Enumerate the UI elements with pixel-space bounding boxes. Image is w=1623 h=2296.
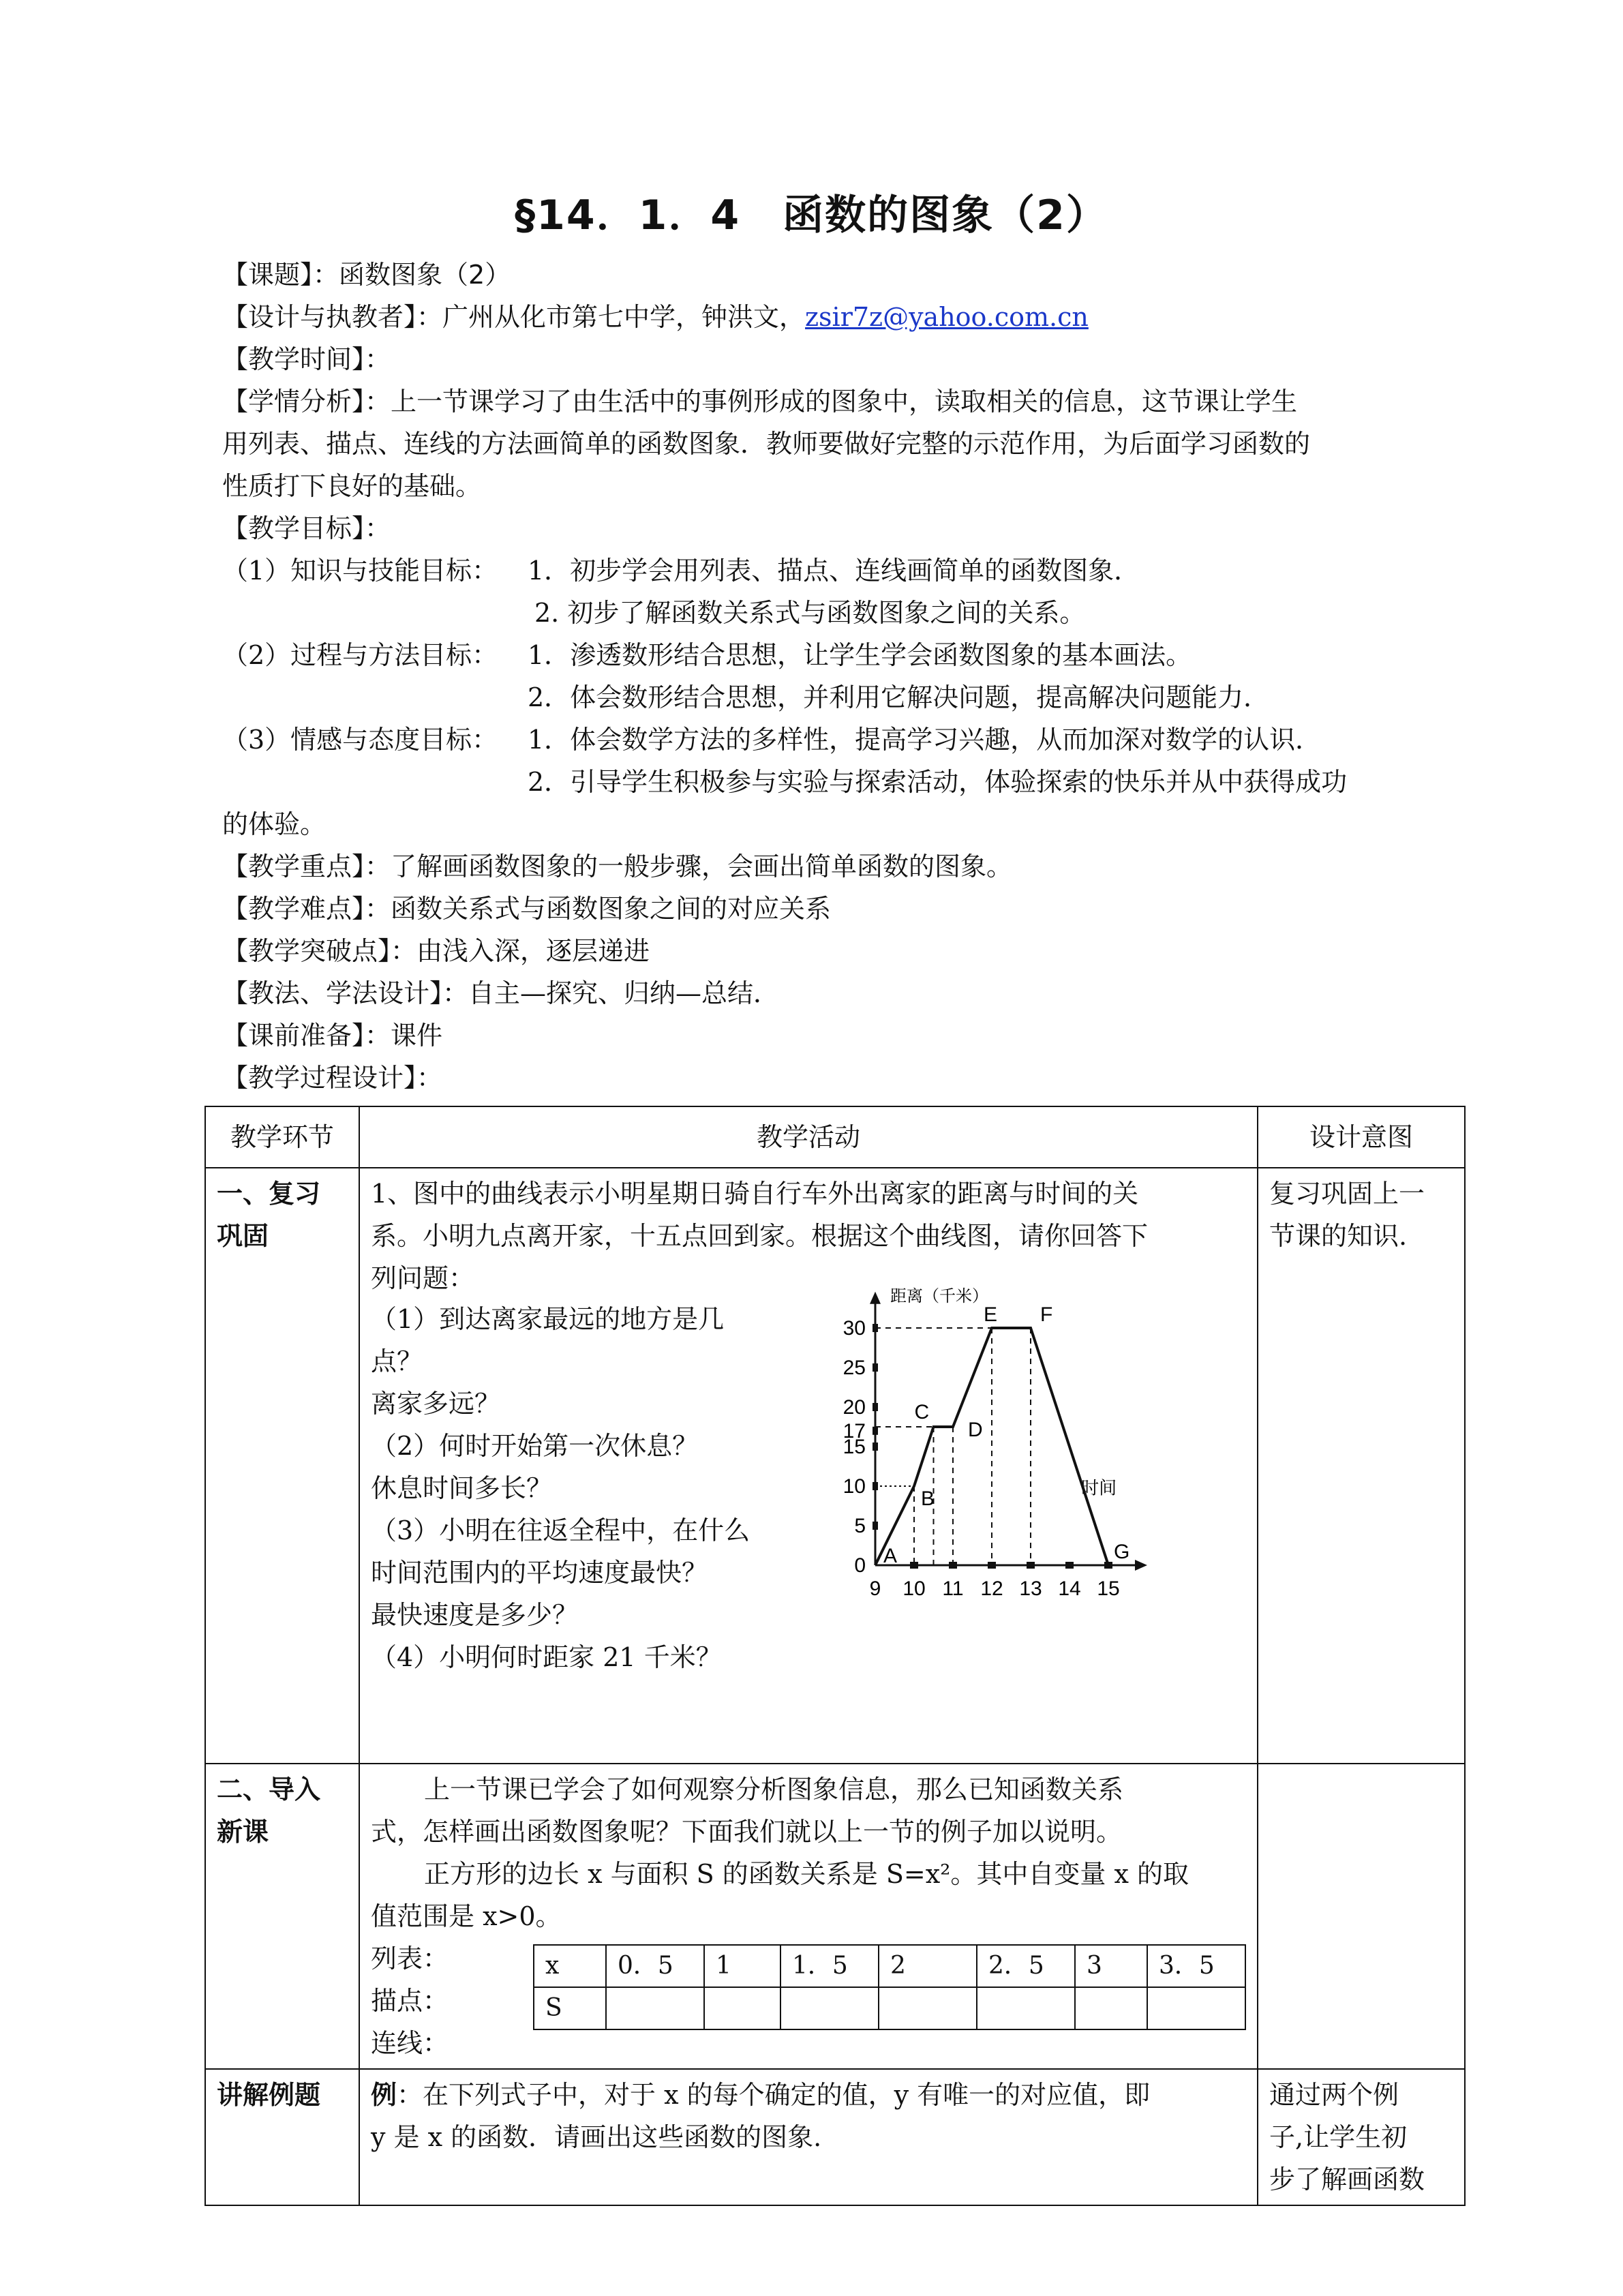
objective-3-1: 1．体会数学方法的多样性，提高学习兴趣，从而加深对数学的认识．: [528, 725, 1322, 755]
header-activity: 教学活动: [359, 1106, 1258, 1168]
stage-cell: [205, 2069, 359, 2205]
objective-3-2: 2．引导学生积极参与实验与探索活动，体验探索的快乐并从中获得成功: [528, 767, 1348, 797]
intent-line: 通过两个例: [1269, 2080, 1399, 2110]
field-label: 【教学难点】：: [222, 894, 391, 924]
analysis-line-3: 性质打下良好的基础。: [222, 471, 482, 501]
process-table: [204, 1106, 1466, 2206]
y-tick-mark: [873, 1522, 878, 1530]
field-breakthrough: [222, 930, 650, 972]
header-stage: 教学环节: [205, 1106, 359, 1168]
page-title: §14．1．4 函数的图象（2）: [515, 192, 1108, 239]
y-axis-label: 距离（千米）: [890, 1286, 988, 1305]
x-tick-label: 11: [942, 1577, 964, 1600]
example-line: y 是 x 的函数．请画出这些函数的图象.: [371, 2122, 822, 2152]
intent-line: 节课的知识.: [1269, 1221, 1408, 1251]
field-value: 自主—探究、归纳—总结．: [468, 978, 780, 1008]
question-line: （2）何时开始第一次休息？: [371, 1431, 699, 1461]
point-label-D: D: [968, 1419, 983, 1441]
objective-2-2: 2．体会数形结合思想，并利用它解决问题，提高解决问题能力．: [528, 682, 1270, 712]
question-line: （4）小明何时距家 21 千米？: [371, 1642, 722, 1672]
table-row-review: [205, 1168, 1465, 1764]
field-value: 课件: [391, 1021, 443, 1051]
s-value-cell[interactable]: [977, 1987, 1075, 2029]
s-value-cell[interactable]: [606, 1987, 704, 2029]
intent-line: 复习巩固上一: [1269, 1179, 1425, 1209]
intent-line: 子,让学生初: [1269, 2122, 1408, 2152]
header-intent: 设计意图: [1258, 1106, 1465, 1168]
x-tick-label: 10: [902, 1577, 926, 1600]
field-preparation: [222, 1014, 442, 1057]
objective-1-1: 1．初步学会用列表、描点、连线画简单的函数图象．: [528, 556, 1140, 586]
analysis-line-2: 用列表、描点、连线的方法画简单的函数图象．教师要做好完整的示范作用，为后面学习函数的: [222, 429, 1311, 459]
x-value-cell: 2: [879, 1945, 977, 1987]
x-tick-label: 14: [1058, 1577, 1081, 1600]
field-label: 【课前准备】：: [222, 1021, 391, 1051]
table-row-example: [205, 2069, 1465, 2205]
point-label-B: B: [921, 1487, 935, 1510]
x-label-cell: x: [534, 1945, 606, 1987]
s-value-cell[interactable]: [879, 1987, 977, 2029]
y-tick-mark: [873, 1403, 878, 1411]
field-process: 【教学过程设计】：: [222, 1063, 443, 1093]
x-tick-label: 15: [1097, 1577, 1120, 1600]
question-line: 离家多远？: [371, 1389, 501, 1419]
email-link[interactable]: zsir7z@yahoo.com.cn: [805, 302, 1089, 332]
question-line: （3）小明在往返全程中，在什么: [371, 1515, 750, 1545]
table-row-intro: [205, 1764, 1465, 2069]
activity-cell: [359, 1168, 1258, 1764]
stage-line: 巩固: [217, 1221, 269, 1251]
x-value-cell: 2．5: [977, 1945, 1075, 1987]
intent-line: 步了解画函数: [1269, 2164, 1425, 2194]
question-line: 时间范围内的平均速度最快？: [371, 1558, 708, 1588]
designer-label: 【设计与执教者】：: [222, 302, 443, 332]
y-tick-label: 30: [843, 1317, 866, 1340]
topic-label: 【课题】：: [222, 260, 339, 290]
intent-cell: [1258, 2069, 1465, 2205]
value-table: [533, 1944, 1246, 2030]
table-header-row: [205, 1106, 1465, 1168]
question-list: [371, 1298, 821, 1678]
intro-line: 系。小明九点离开家，十五点回到家。根据这个曲线图，请你回答下: [371, 1221, 1149, 1251]
question-line: 最快速度是多少？: [371, 1600, 579, 1630]
x-value-cell: 3: [1075, 1945, 1147, 1987]
stage-line: 二、导入: [217, 1774, 321, 1804]
field-method: [222, 972, 779, 1014]
point-label-G: G: [1114, 1541, 1130, 1563]
field-label: 【教学突破点】：: [222, 936, 417, 966]
x-tick-label: 13: [1019, 1577, 1042, 1600]
objective-2-1: 1．渗透数形结合思想，让学生学会函数图象的基本画法。: [528, 640, 1192, 670]
field-value: 了解画函数图象的一般步骤，会画出简单函数的图象。: [391, 851, 1013, 881]
field-value: 函数关系式与函数图象之间的对应关系: [391, 894, 832, 924]
x-axis-label: 时间: [1081, 1477, 1117, 1498]
field-label: 【教法、学法设计】：: [222, 978, 469, 1008]
x-value-cell: 3．5: [1147, 1945, 1245, 1987]
y-tick-label: 0: [854, 1554, 866, 1577]
point-label-A: A: [883, 1545, 898, 1567]
designer-value: 广州从化市第七中学，钟洪文，: [442, 302, 806, 332]
s-value-cell[interactable]: [1147, 1987, 1245, 2029]
question-line: （1）到达离家最远的地方是几: [371, 1304, 725, 1334]
intent-cell: [1258, 1764, 1465, 2069]
stage-cell: [205, 1168, 359, 1764]
intro-line: 列问题：: [371, 1263, 475, 1293]
activity-cell: [359, 1764, 1258, 2069]
example-label: 例: [371, 2080, 397, 2110]
topic-value: 函数图象（2）: [339, 260, 511, 290]
point-label-F: F: [1040, 1303, 1053, 1326]
s-value-cell[interactable]: [1075, 1987, 1147, 2029]
objectives-label: 【教学目标】：: [222, 513, 391, 543]
s-label-cell: S: [534, 1987, 606, 2029]
stage-line: 一、复习: [217, 1179, 321, 1209]
x-tick-label: 12: [980, 1577, 1003, 1600]
step-list-label: 列表：: [371, 1944, 449, 1974]
paragraph-line: 值范围是 x>0。: [371, 1901, 562, 1931]
objective-group-2-head: （2）过程与方法目标：: [222, 640, 498, 670]
stage-cell: [205, 1764, 359, 2069]
y-tick-mark: [873, 1363, 878, 1372]
objective-group-1-head: （1）知识与技能目标：: [222, 556, 498, 586]
y-tick-label: 17: [843, 1419, 866, 1442]
field-difficulty: [222, 888, 831, 930]
question-line: 休息时间多长？: [371, 1473, 553, 1503]
field-keypoint: [222, 845, 1012, 888]
question-line: 点？: [371, 1346, 423, 1376]
step-plot-label: 描点：: [371, 1986, 449, 2016]
analysis-line-1: [222, 380, 1297, 423]
example-text: ：在下列式子中，对于 x 的每个确定的值，y 有唯一的对应值，即: [397, 2080, 1151, 2110]
x-axis-arrow: [1135, 1560, 1147, 1571]
point-label-C: C: [914, 1401, 930, 1423]
objective-1-2: 2. 初步了解函数关系式与函数图象之间的关系。: [534, 598, 1086, 628]
y-tick-label: 5: [854, 1515, 866, 1537]
s-row: [534, 1987, 1245, 2029]
intro-line: 1、图中的曲线表示小明星期日骑自行车外出离家的距离与时间的关: [371, 1179, 1139, 1209]
s-value-cell[interactable]: [704, 1987, 780, 2029]
example-line: [371, 2074, 1246, 2116]
intent-cell: [1258, 1168, 1465, 1764]
x-tick-mark: [1065, 1562, 1074, 1569]
topic-line: [222, 254, 511, 296]
x-tick-label: 9: [869, 1577, 881, 1600]
paragraph-line: 正方形的边长 x 与面积 S 的函数关系是 S=x²。其中自变量 x 的取: [424, 1859, 1189, 1889]
y-tick-label: 20: [843, 1396, 866, 1419]
designer-line: [222, 296, 1089, 338]
y-tick-label: 25: [843, 1357, 866, 1379]
x-value-cell: 1: [704, 1945, 780, 1987]
field-label: 【教学重点】：: [222, 851, 391, 881]
s-value-cell[interactable]: [780, 1987, 879, 2029]
activity-cell: [359, 2069, 1258, 2205]
distance-time-chart: [823, 1286, 1232, 1625]
step-connect-label: 连线：: [371, 2028, 449, 2058]
paragraph-line: 上一节课已学会了如何观察分析图象信息，那么已知函数关系: [424, 1774, 1124, 1804]
objective-group-3-head: （3）情感与态度目标：: [222, 725, 498, 755]
analysis-label: 【学情分析】：: [222, 387, 391, 417]
analysis-text-1: 上一节课学习了由生活中的事例形成的图象中，读取相关的信息，这节课让学生: [391, 387, 1298, 417]
paragraph-line: 式，怎样画出函数图象呢？下面我们就以上一节的例子加以说明。: [371, 1817, 1123, 1847]
x-value-cell: 0．5: [606, 1945, 704, 1987]
objective-tail: 的体验。: [222, 809, 327, 839]
stage-line: 新课: [217, 1817, 269, 1847]
stage-line: 讲解例题: [217, 2080, 321, 2110]
y-tick-mark: [873, 1442, 878, 1451]
x-row: [534, 1945, 1245, 1987]
x-value-cell: 1．5: [780, 1945, 879, 1987]
y-tick-label: 10: [843, 1475, 866, 1498]
y-tick-label: 15: [843, 1436, 866, 1458]
field-value: 由浅入深，逐层递进: [416, 936, 650, 966]
point-label-E: E: [984, 1303, 998, 1326]
y-tick-mark: [873, 1427, 878, 1435]
time-line: 【教学时间】：: [222, 344, 391, 374]
